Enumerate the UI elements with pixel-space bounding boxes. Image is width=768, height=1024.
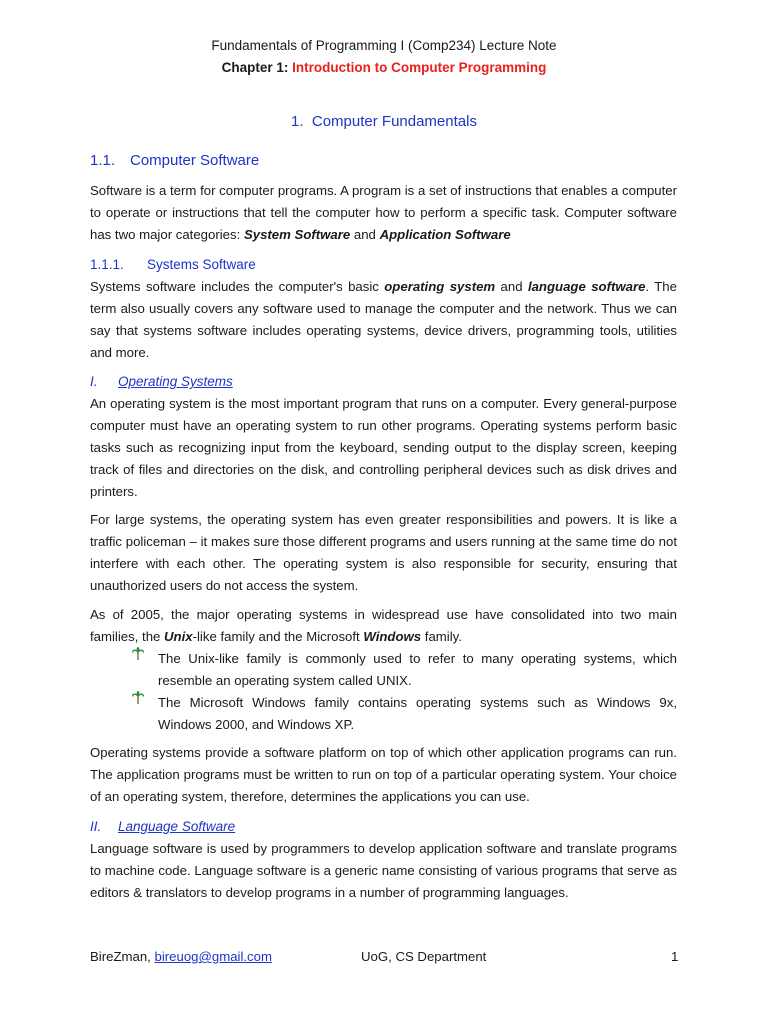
author-name: BireZman, (90, 949, 155, 964)
header-chapter (0, 60, 768, 75)
paragraph-text: family. (421, 629, 462, 644)
section-title: Computer Fundamentals (311, 113, 477, 130)
section-number: 1.1.1. (90, 257, 124, 272)
paragraph-text: Software is a term for computer programs. A program is a set of instructions that enables a computer to operate or instructions that tell the computer how to perform a specific task. Computer software has two major categories: (90, 183, 677, 242)
section-title: Computer Software (130, 152, 260, 169)
subheading-language-software (90, 819, 235, 834)
palm-tree-bullet-icon (132, 691, 144, 705)
palm-tree-bullet-icon (132, 647, 144, 661)
subheading-operating-systems (90, 374, 233, 389)
section-number: 1. (291, 113, 304, 130)
chapter-title: Introduction to Computer Programming (292, 60, 547, 75)
chapter-label: Chapter 1: (221, 60, 293, 75)
paragraph-systems-software (90, 276, 677, 364)
paragraph-os-families (90, 604, 677, 648)
section-heading-1-1-1 (90, 257, 256, 272)
emphasis-application-software: Application Software (379, 227, 511, 242)
subheading-title: Language Software (118, 819, 236, 834)
paragraph-text: and (350, 227, 380, 242)
email-link[interactable]: bireuog@gmail.com (154, 949, 272, 964)
roman-numeral: I. (90, 374, 98, 389)
page-number: 1 (671, 949, 679, 964)
paragraph-text: and (495, 279, 528, 294)
paragraph-language-software: Language software is used by programmers to develop application software and translate programs to machine code. Language software is a generic name consisting of various programs that serve as editors & translators to develop programs in a number of programming languages. (90, 841, 677, 900)
section-heading-1-1 (90, 152, 259, 169)
list-item-text: The Unix-like family is commonly used to refer to many operating systems, which resemble an operating system called UNIX. (158, 651, 677, 688)
emphasis-unix: Unix (164, 629, 193, 644)
list-item-text: The Microsoft Windows family contains operating systems such as Windows 9x, Windows 2000, and Windows XP. (158, 695, 677, 732)
paragraph-os-platform: Operating systems provide a software platform on top of which other application programs can run. The application programs must be written to run on top of a particular operating system. Your choice of an operating system, therefore, determines the applications you can use. (90, 745, 677, 804)
section-title: Systems Software (147, 257, 256, 272)
footer-department: UoG, CS Department (361, 949, 487, 964)
emphasis-language-software: language software (527, 279, 646, 294)
footer-author (90, 949, 272, 964)
header-course: Fundamentals of Programming I (Comp234) Lecture Note (211, 38, 557, 53)
paragraph-os-definition: An operating system is the most important program that runs on a computer. Every general-purpose computer must have an operating system to run other programs. Operating systems perform basic tasks such as recognizing input from the keyboard, sending output to the display screen, keeping track of files and directories on the disk, and controlling peripheral devices such as disk drives and printers. (90, 396, 677, 499)
emphasis-windows: Windows (363, 629, 422, 644)
paragraph-os-large-systems: For large systems, the operating system has even greater responsibilities and powers. It is like a traffic policeman – it makes sure those different programs and users running at the same time do not interfere with each other. The operating system is also responsible for security, ensuring that unauthorized users do not access the system. (90, 512, 677, 593)
paragraph-text: -like family and the Microsoft (192, 629, 364, 644)
paragraph-text: As of 2005, the major operating systems in widespread use have consolidated into two main families, the (90, 607, 677, 644)
roman-numeral: II. (90, 819, 102, 834)
paragraph-text: Systems software includes the computer's basic (90, 279, 385, 294)
section-number: 1.1. (90, 152, 116, 169)
paragraph-text: . The term also usually covers any software used to manage the computer and the network. Thus we can say that systems software includes operating systems, device drivers, programming tools, utilities and more. (90, 279, 677, 360)
emphasis-system-software: System Software (243, 227, 351, 242)
paragraph-software-intro (90, 180, 677, 246)
subheading-title: Operating Systems (118, 374, 233, 389)
section-heading-1 (0, 113, 768, 130)
emphasis-operating-system: operating system (384, 279, 496, 294)
